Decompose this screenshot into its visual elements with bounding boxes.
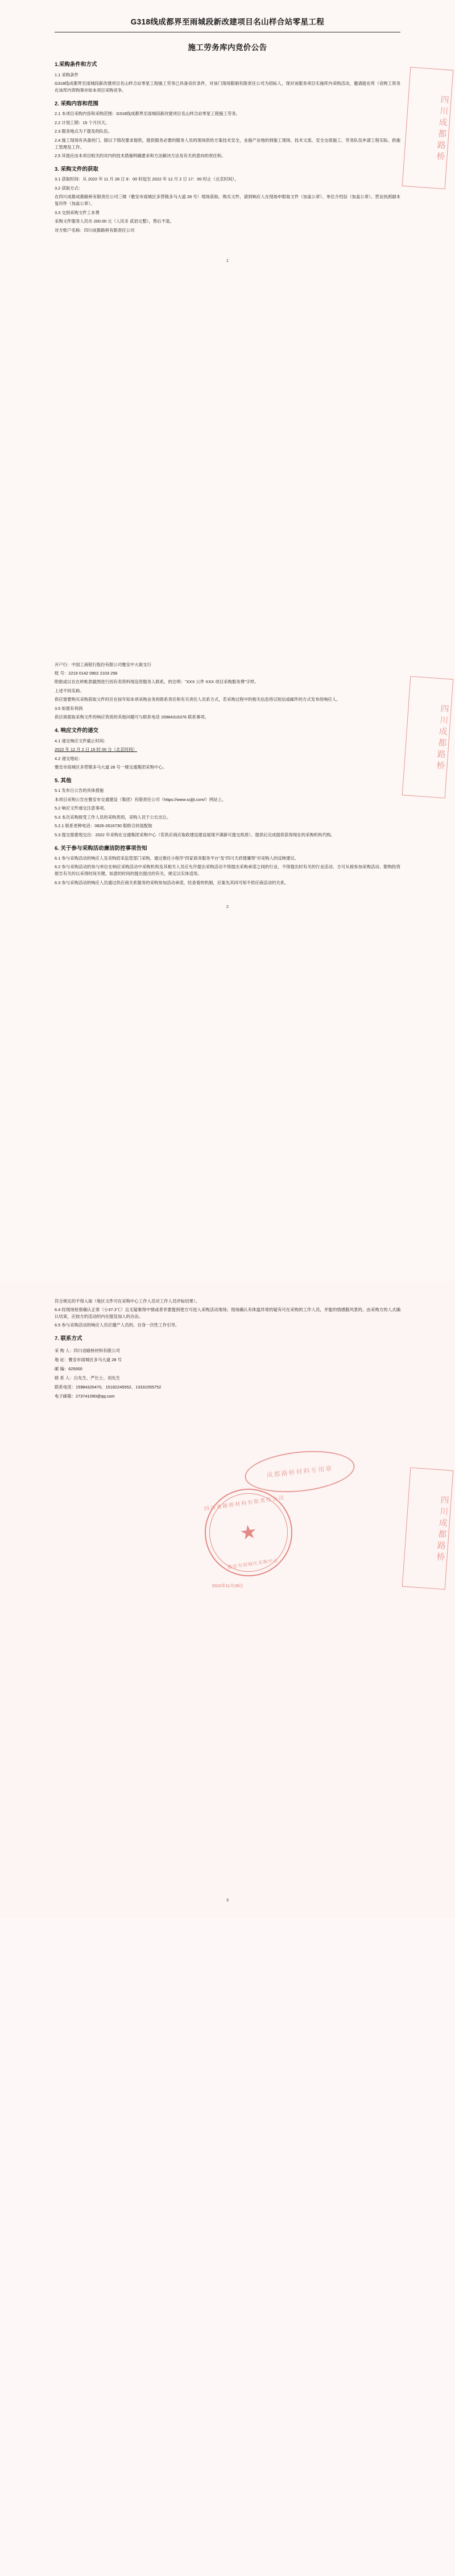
contact-value: 625000 bbox=[68, 1366, 82, 1371]
page-number: 1 bbox=[226, 259, 229, 263]
document-page-2 bbox=[0, 643, 455, 1281]
star-icon: ★ bbox=[238, 1521, 259, 1544]
title-line-2: 施工劳务库内竞价公告 bbox=[188, 43, 267, 52]
paragraph: 3.2 获取方式： bbox=[55, 185, 83, 191]
paragraph: 对方账户名称：四川成都路桥有限责任公司 bbox=[55, 227, 135, 233]
page-title bbox=[55, 15, 400, 55]
oval-stamp-text: 成都路桥材料专用章 bbox=[266, 1465, 333, 1480]
contact-label: 采 购 人： bbox=[55, 1347, 74, 1353]
paragraph: 2.3 服务地点为下提及的队伍。 bbox=[55, 129, 113, 134]
contact-label: 联系电话： bbox=[55, 1384, 76, 1390]
section-heading-4: 4. 响应文件的递交 bbox=[55, 728, 99, 734]
paragraph: G318线成都界至雨城段新改建项目名山样合站零星工程施工劳务已具备竞价条件，对该门现场限制有限责任公司为招标人，现对该服务项目实施库内采购活动，邀请能在库（竞购工资务在该库内资购事亦如本项目采购竞争。 bbox=[55, 81, 400, 93]
section-heading-5: 5. 其他 bbox=[55, 778, 72, 784]
paragraph: 2.2 计划工期：15 个月历天。 bbox=[55, 120, 110, 125]
side-seal-text: 四川成都路桥 bbox=[435, 1495, 450, 1564]
paragraph: 2.5 其他应由本项目相关的对内的技术措施明确要求和方法解决方法及有关的意向的责任和。 bbox=[55, 153, 226, 159]
paragraph: 6.3 参与采购活动的响应人员通过供应商关系服务的采购参加活动承诺，经查看的机制，应案先其同可知不供应商活动的关系。 bbox=[55, 880, 289, 885]
paragraph: 2.4 施工现场有具备的门、除以下情况要求提供，提供服务必要的服务人员的现场供给方案技术安全，业施产业地的到施工现场、技术文流、安全交底施工、劳务队伍申请工程实际、供施工管理及工作。 bbox=[55, 137, 400, 150]
contact-row bbox=[55, 1374, 400, 1382]
paragraph: 账 号：2219 0142 0902 2103 256 bbox=[55, 670, 118, 676]
title-line-1: G318线成都界至雨城段新改建项目名山样合站零星工程 bbox=[130, 18, 325, 26]
section-heading-6: 6. 关于参与采购活动廉洁防控事项告知 bbox=[55, 845, 147, 852]
paragraph: 3.5 如需有利润 bbox=[55, 705, 83, 711]
contact-row bbox=[55, 1383, 400, 1391]
contact-label: 电子邮箱： bbox=[55, 1394, 76, 1399]
paragraph: 5.3 本次采购接受工作人员的采购类别，采购人员于公长出让。 bbox=[55, 814, 171, 820]
section-heading-2: 2. 采购内容和范围 bbox=[55, 100, 99, 107]
company-oval-stamp bbox=[243, 1446, 357, 1497]
paragraph: 供应需要购买采购获取文件时应在按年知本项采购业务的联系责任和有关责任人员系方式，若采购过程中的相关信息将以短信或邮件的方式发布给响应人。 bbox=[55, 697, 341, 702]
document-page-4 bbox=[0, 1918, 455, 2576]
paragraph: 5.2.1 联系更种电话：0826-2616730 限修合同是配取 bbox=[55, 823, 152, 829]
paragraph: 雅安市雨城区多营镇多马大道 28 号一楼交通集团采购中心。 bbox=[55, 765, 167, 770]
contact-label: 联 系 人： bbox=[55, 1375, 74, 1381]
paragraph: 符合规定的不得入取（地区文件可在采购中心工作人员对工作人员评标结果）。 bbox=[55, 1298, 200, 1304]
paragraph: 1.1 采购条件 bbox=[55, 72, 78, 77]
section-heading-7: 7. 联系方式 bbox=[55, 1336, 82, 1342]
paragraph: 5.3 提交需要现交出：2022 年采购在交通集团采购中心（若供应商应取政建设建设展现不满新可提交纸质）。提供后完成提供获得现在的采购机构代购。 bbox=[55, 832, 335, 837]
stamp-date: 2022年11月28日 bbox=[212, 1583, 243, 1588]
paragraph: 本项目采购公告在雅安市交通建设（集团）有限责任公司（https://www.scjljt.com/）网站上。 bbox=[55, 796, 226, 802]
paragraph: 4.1 递交响应文件截止时间： bbox=[55, 738, 108, 743]
contact-value: 15984326470、15182245552、13331555752 bbox=[75, 1384, 162, 1390]
page-number: 2 bbox=[226, 905, 229, 909]
contact-value: 四川省路桥材料有限公司 bbox=[73, 1347, 120, 1353]
stamp-org-text: 四川省路桥材料有限责任公司 bbox=[204, 1494, 286, 1512]
paragraph: 采购文件服务人民币 200.00 元（人民币 贰佰元整），售后不退。 bbox=[55, 219, 174, 224]
paragraph: 2.1 本项目采购内容和采购范围：G318线成都界至雨城段新改建项目名山样合站零星工程施工劳务。 bbox=[55, 111, 241, 117]
contact-label: 地 址： bbox=[55, 1357, 69, 1362]
stamp-dept-text: 雅安市雨城区采购中心 bbox=[227, 1558, 279, 1570]
contact-label: 邮 编： bbox=[55, 1366, 69, 1371]
contact-value: 雅安市雨城区多马大道 28 号 bbox=[68, 1357, 122, 1362]
paragraph: 供应商需取采购文件的响应资质的其他问题可与联系电话 15984316376 联系事项。 bbox=[55, 714, 209, 720]
contact-value: 白先生、严长士、刘先生 bbox=[73, 1375, 120, 1381]
paragraph-deadline: 2022 年 12 月 2 日 15 时 00 分（北京时间） bbox=[55, 747, 137, 753]
side-seal-text: 四川成都路桥 bbox=[435, 704, 450, 773]
paragraph: 5.1 发布日公告的具体措施 bbox=[55, 788, 104, 794]
paragraph: 4.2 递交地址： bbox=[55, 755, 83, 761]
side-seal-text: 四川成都路桥 bbox=[435, 95, 450, 164]
contact-row bbox=[55, 1347, 400, 1355]
paragraph: 在四川成都成都路桥有限责任公司三楼（雅安市雨城区多营镇多马大道 28 号）现场获取。购买文件，请到响应人在现场申报取文件（加盖公章）、单位介绍信（加盖公章）、营业执照副本复印件（加盖公章）。 bbox=[55, 194, 400, 207]
paragraph: 开户行：中国工商银行股份有限公司雅安中大街支行 bbox=[55, 662, 151, 667]
paragraph: 6.4 经现场检察确认正常（小37.3℃）且无疑难得中情或者非要提到使方可进入采购活动现场；现场确认有体温异常的疑有可在采购的工作人员，并能的情感服风景的，由采购方的人式确认结束，应按方的活动的内在提及加入的办法。 bbox=[55, 1307, 400, 1319]
contact-row bbox=[55, 1392, 400, 1400]
page-number: 3 bbox=[226, 1899, 229, 1903]
section-heading-1: 1.采购条件和方式 bbox=[55, 61, 97, 68]
section-heading-3: 3. 采购文件的获取 bbox=[55, 166, 99, 173]
contact-row bbox=[55, 1356, 400, 1364]
paragraph: 5.2 响应文件递交注意事项。 bbox=[55, 806, 108, 811]
document-page-3 bbox=[0, 1281, 455, 1918]
paragraph: 3.3 交到采购文件工本费 bbox=[55, 209, 100, 215]
paragraph: 附报或以在在转帐款截图进行因有卖资料现设资服务人联系，的注明："XXX 公件 XXX 项目采购服务费"字样。 bbox=[55, 679, 259, 685]
contact-row bbox=[55, 1365, 400, 1373]
document-page-1 bbox=[0, 0, 455, 643]
paragraph: 6.5 参与采购活动的响应人员应遵产人员的、自身一次性工作引导。 bbox=[55, 1322, 180, 1328]
official-round-stamp bbox=[199, 1483, 298, 1582]
contact-list bbox=[55, 1347, 400, 1400]
contact-value: 273741090@qq.com bbox=[75, 1394, 115, 1399]
paragraph: 3.1 获取时间：从 2022 年 11 月 28 日 9：00 时起至 2022 年 12 月 2 日 17：00 时止（北京时间）。 bbox=[55, 176, 239, 182]
side-seal-watermark bbox=[402, 1468, 453, 1590]
paragraph: 6.2 参与采购活动的参与单位在响应采购活动中采购机构及其相关人员应允许提出采购活动不得提出采购承诺之间的行业、不得提出时有关的行业活动、方可从接参加采购活动、限购投资报告有关的以采得时间关键。如意的时间的提出提出的有关，规定以实体适用。 bbox=[55, 864, 400, 877]
paragraph: 6.1 参与采购活动的响应人及采购招采监管部门采购，通过推住小程序"四家商务服务平台"及"四川天府建廉帮"对采购人的反映建议。 bbox=[55, 855, 299, 861]
paragraph: 上述不同名称。 bbox=[55, 688, 84, 693]
